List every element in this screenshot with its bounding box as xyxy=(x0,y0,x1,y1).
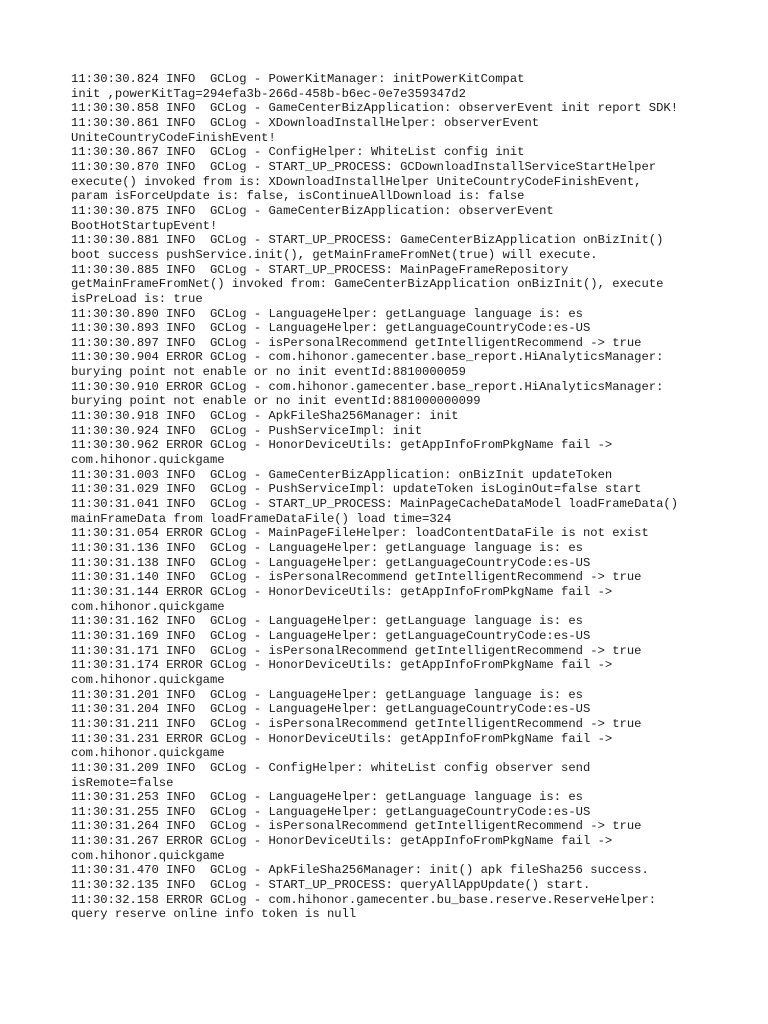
log-line: 11:30:31.136 INFO GCLog - LanguageHelper: getLanguage language is: es xyxy=(71,541,583,555)
log-line: getMainFrameFromNet() invoked from: GameCenterBizApplication onBizInit(), execute xyxy=(71,277,664,292)
log-line: param isForceUpdate is: false, isContinueAllDownload is: false xyxy=(71,189,525,204)
log-line: 11:30:30.824 INFO GCLog - PowerKitManager: initPowerKitCompat xyxy=(71,72,525,86)
log-line: 11:30:30.885 INFO GCLog - START_UP_PROCESS: MainPageFrameRepository xyxy=(71,262,569,277)
log-line: 11:30:30.893 INFO GCLog - LanguageHelper: getLanguageCountryCode:es-US xyxy=(71,321,591,336)
log-line: 11:30:30.890 INFO GCLog - LanguageHelper: getLanguage language is: es xyxy=(71,306,583,321)
log-line: 11:30:31.169 INFO GCLog - LanguageHelper: getLanguageCountryCode:es-US xyxy=(71,628,591,643)
log-line: isPreLoad is: true xyxy=(71,291,203,306)
log-line: 11:30:31.162 INFO GCLog - LanguageHelper: getLanguage language is: es xyxy=(71,614,583,629)
log-line: 11:30:31.470 INFO GCLog - ApkFileSha256Manager: init() apk fileSha256 success. xyxy=(71,863,649,878)
log-line: 11:30:31.138 INFO GCLog - LanguageHelper: getLanguageCountryCode:es-US xyxy=(71,555,591,570)
log-line: 11:30:31.204 INFO GCLog - LanguageHelper: getLanguageCountryCode:es-US xyxy=(71,702,591,717)
log-line: com.hihonor.quickgame xyxy=(71,672,225,687)
log-line: init ,powerKitTag=294efa3b-266d-458b-b6ec-0e7e359347d2 xyxy=(71,86,466,101)
log-line: 11:30:30.881 INFO GCLog - START_UP_PROCESS: GameCenterBizApplication onBizInit() xyxy=(71,233,664,248)
log-document xyxy=(71,72,731,922)
log-line: 11:30:30.918 INFO GCLog - ApkFileSha256Manager: init xyxy=(71,409,459,424)
log-line: isRemote=false xyxy=(71,775,174,790)
log-line: 11:30:31.041 INFO GCLog - START_UP_PROCESS: MainPageCacheDataModel loadFrameData() xyxy=(71,497,679,512)
log-line: 11:30:32.135 INFO GCLog - START_UP_PROCESS: queryAllAppUpdate() start. xyxy=(71,878,591,893)
log-line: 11:30:31.231 ERROR GCLog - HonorDeviceUtils: getAppInfoFromPkgName fail -> xyxy=(71,731,613,746)
log-line: 11:30:31.209 INFO GCLog - ConfigHelper: whiteList config observer send xyxy=(71,760,591,775)
log-line: 11:30:32.158 ERROR GCLog - com.hihonor.gamecenter.bu_base.reserve.ReserveHelper: xyxy=(71,892,657,907)
log-line: 11:30:30.858 INFO GCLog - GameCenterBizApplication: observerEvent init report SDK! xyxy=(71,101,679,116)
log-line: com.hihonor.quickgame xyxy=(71,453,225,468)
log-line: 11:30:30.861 INFO GCLog - XDownloadInstallHelper: observerEvent xyxy=(71,115,540,130)
log-line: query reserve online info token is null xyxy=(71,907,357,922)
log-line: 11:30:31.201 INFO GCLog - LanguageHelper: getLanguage language is: es xyxy=(71,687,583,702)
log-line: 11:30:31.140 INFO GCLog - isPersonalRecommend getIntelligentRecommend -> true xyxy=(71,570,642,585)
log-line: 11:30:31.171 INFO GCLog - isPersonalRecommend getIntelligentRecommend -> true xyxy=(71,643,642,658)
log-line: 11:30:31.174 ERROR GCLog - HonorDeviceUtils: getAppInfoFromPkgName fail -> xyxy=(71,658,613,673)
log-line: 11:30:31.255 INFO GCLog - LanguageHelper: getLanguageCountryCode:es-US xyxy=(71,804,591,819)
log-line: 11:30:30.875 INFO GCLog - GameCenterBizApplication: observerEvent xyxy=(71,203,554,218)
log-line: 11:30:31.029 INFO GCLog - PushServiceImpl: updateToken isLoginOut=false start xyxy=(71,482,642,497)
log-line: com.hihonor.quickgame xyxy=(71,746,225,761)
log-line: 11:30:30.867 INFO GCLog - ConfigHelper: WhiteList config init xyxy=(71,145,525,160)
log-line: 11:30:31.003 INFO GCLog - GameCenterBizApplication: onBizInit updateToken xyxy=(71,467,613,482)
log-line: BootHotStartupEvent! xyxy=(71,218,218,233)
log-line: execute() invoked from is: XDownloadInstallHelper UniteCountryCodeFinishEvent, xyxy=(71,174,642,189)
log-line: 11:30:31.211 INFO GCLog - isPersonalRecommend getIntelligentRecommend -> true xyxy=(71,716,642,731)
log-line: 11:30:30.924 INFO GCLog - PushServiceImpl: init xyxy=(71,423,423,438)
log-line: 11:30:31.267 ERROR GCLog - HonorDeviceUtils: getAppInfoFromPkgName fail -> xyxy=(71,834,613,849)
log-line: 11:30:30.910 ERROR GCLog - com.hihonor.gamecenter.base_report.HiAnalyticsManager: xyxy=(71,379,664,394)
log-line: UniteCountryCodeFinishEvent! xyxy=(71,130,276,145)
log-line: mainFrameData from loadFrameDataFile() load time=324 xyxy=(71,511,452,526)
log-line: 11:30:30.897 INFO GCLog - isPersonalRecommend getIntelligentRecommend -> true xyxy=(71,335,642,350)
log-line: 11:30:30.904 ERROR GCLog - com.hihonor.gamecenter.base_report.HiAnalyticsManager: xyxy=(71,350,664,365)
log-line: 11:30:30.962 ERROR GCLog - HonorDeviceUtils: getAppInfoFromPkgName fail -> xyxy=(71,438,613,453)
log-line: com.hihonor.quickgame xyxy=(71,848,225,863)
log-line: burying point not enable or no init eventId:881000000099 xyxy=(71,394,481,409)
log-line: burying point not enable or no init eventId:8810000059 xyxy=(71,365,466,380)
log-line: 11:30:31.144 ERROR GCLog - HonorDeviceUtils: getAppInfoFromPkgName fail -> xyxy=(71,584,613,599)
log-line: com.hihonor.quickgame xyxy=(71,599,225,614)
log-line: 11:30:30.870 INFO GCLog - START_UP_PROCESS: GCDownloadInstallServiceStartHelper xyxy=(71,159,657,174)
log-line: 11:30:31.054 ERROR GCLog - MainPageFileHelper: loadContentDataFile is not exist xyxy=(71,526,649,541)
log-line: boot success pushService.init(), getMainFrameFromNet(true) will execute. xyxy=(71,247,598,262)
log-line: 11:30:31.253 INFO GCLog - LanguageHelper: getLanguage language is: es xyxy=(71,790,583,805)
log-line: 11:30:31.264 INFO GCLog - isPersonalRecommend getIntelligentRecommend -> true xyxy=(71,819,642,834)
